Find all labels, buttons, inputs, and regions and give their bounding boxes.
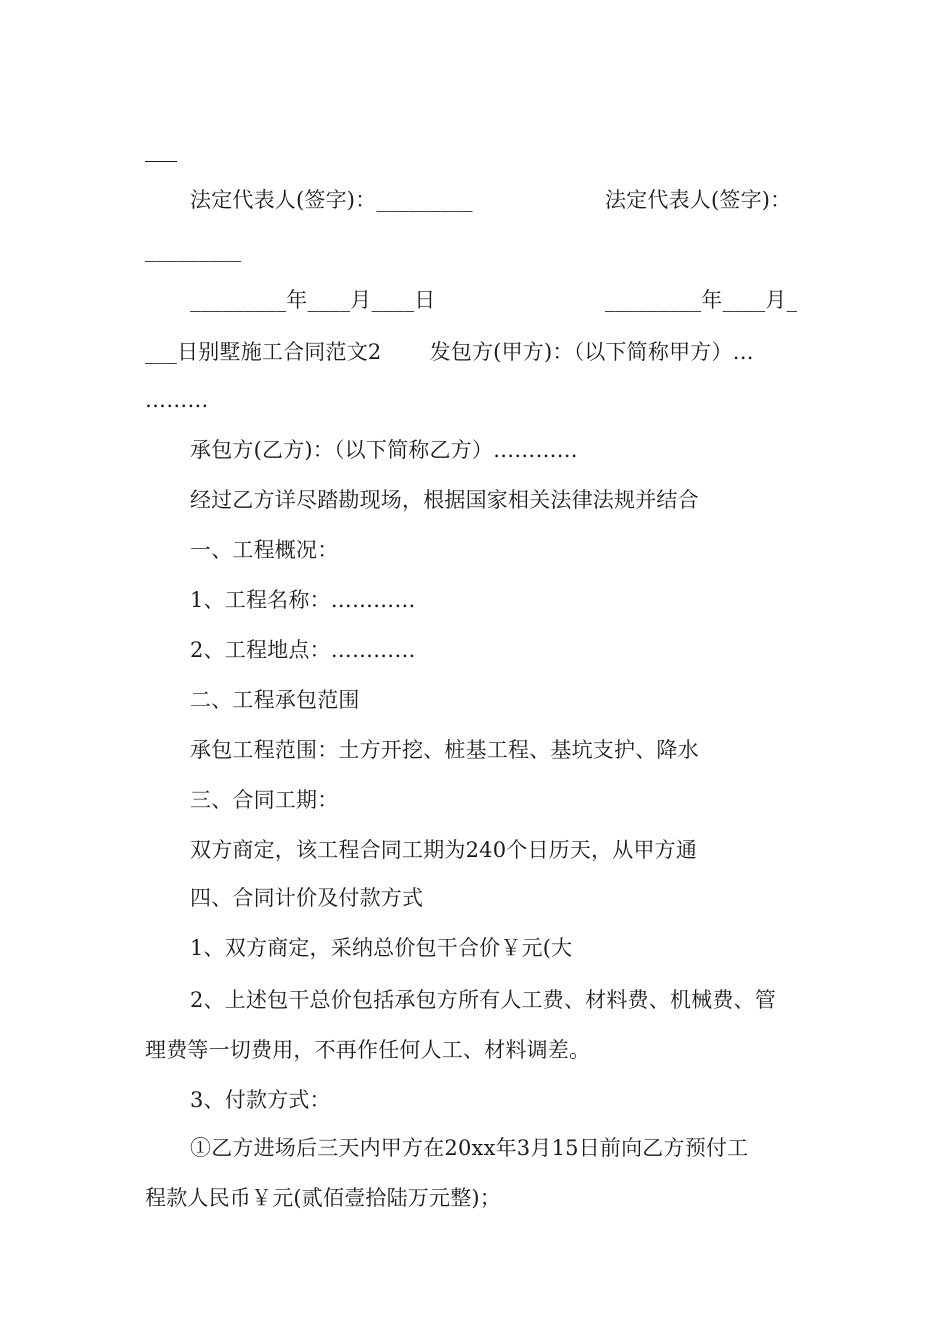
payment-title: 3、付款方式： bbox=[190, 1088, 331, 1112]
ellipsis-continuation: ……… bbox=[145, 388, 209, 412]
document-title-line: ___日别墅施工合同范文2 发包方(甲方)：（以下简称甲方）… bbox=[145, 340, 754, 364]
signature-right-blank: _________ bbox=[145, 238, 242, 262]
signature-left: 法定代表人(签字)：_________ bbox=[190, 188, 473, 212]
payment-clause-1-line-2: 程款人民币￥元(贰佰壹拾陆万元整)； bbox=[145, 1186, 501, 1210]
scope-line: 承包工程范围：土方开挖、桩基工程、基坑支护、降水 bbox=[190, 738, 699, 762]
payment-clause-1-line-1: ①乙方进场后三天内甲方在20xx年3月15日前向乙方预付工 bbox=[190, 1136, 749, 1160]
section-4-title: 四、合同计价及付款方式 bbox=[190, 886, 424, 910]
section-2-title: 二、工程承包范围 bbox=[190, 688, 360, 712]
contractor-line: 承包方(乙方)：（以下简称乙方）………… bbox=[190, 438, 578, 462]
item-project-location: 2、工程地点：………… bbox=[190, 638, 416, 662]
section-1-title: 一、工程概况： bbox=[190, 538, 339, 562]
date-right: _________年____月_ bbox=[605, 288, 798, 312]
price-clause-2-line-2: 理费等一切费用，不再作任何人工、材料调差。 bbox=[145, 1038, 591, 1062]
top-signature-rule bbox=[145, 161, 177, 162]
preamble-line: 经过乙方详尽踏勘现场，根据国家相关法律法规并结合 bbox=[190, 488, 699, 512]
signature-right: 法定代表人(签字)： bbox=[605, 188, 792, 212]
section-3-title: 三、合同工期： bbox=[190, 788, 339, 812]
price-clause-2-line-1: 2、上述包干总价包括承包方所有人工费、材料费、机械费、管 bbox=[190, 988, 776, 1012]
date-left: _________年____月____日 bbox=[190, 288, 436, 312]
item-project-name: 1、工程名称：………… bbox=[190, 588, 416, 612]
period-line: 双方商定，该工程合同工期为240个日历天，从甲方通 bbox=[190, 838, 698, 862]
price-clause-1: 1、双方商定，采纳总价包干合价￥元(大 bbox=[190, 936, 573, 960]
